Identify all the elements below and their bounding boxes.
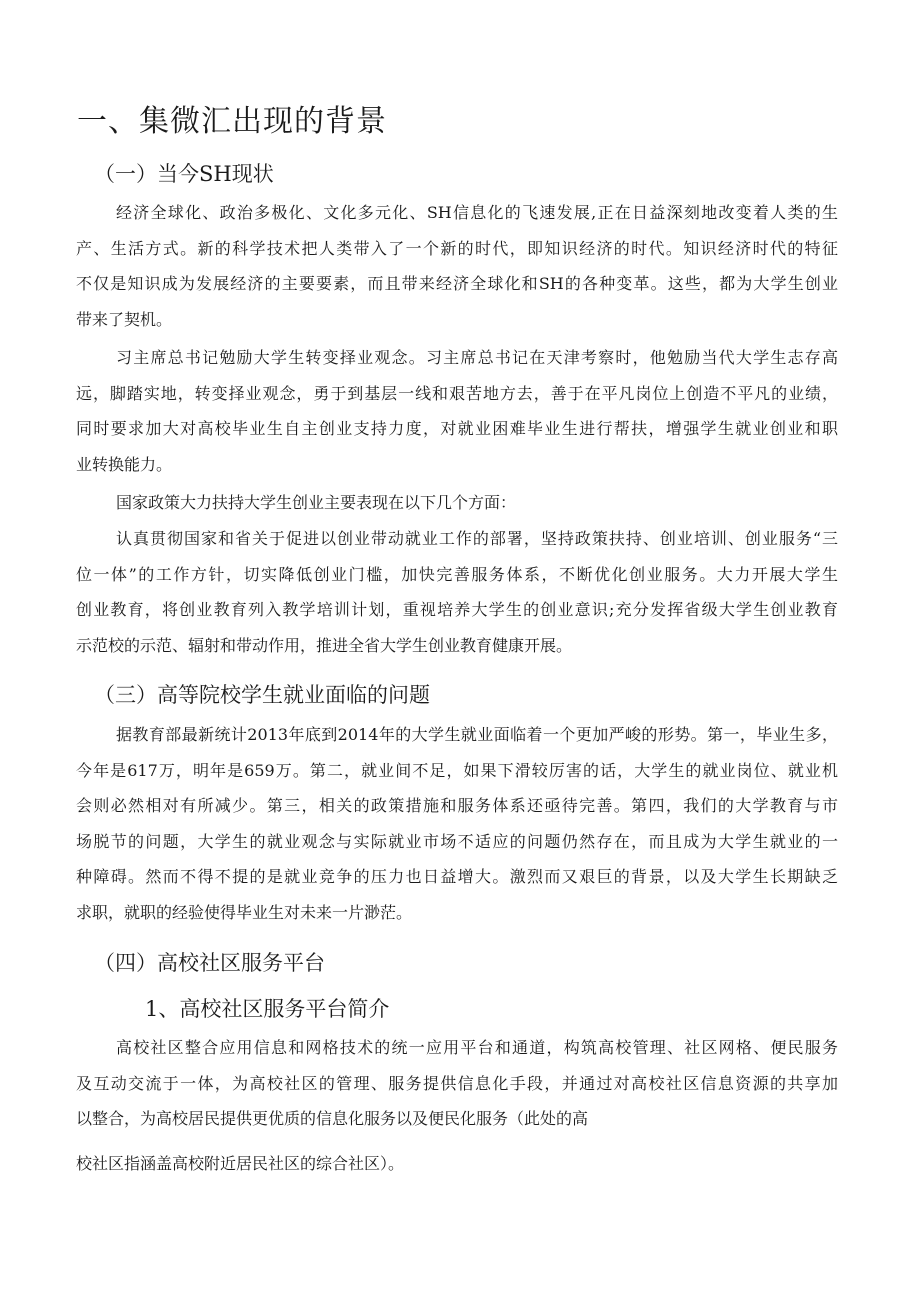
section3-paragraph-1 bbox=[76, 717, 838, 930]
text-line: 位一体”的工作方针，切实降低创业门槛，加快完善服务体系，不断优化创业服务。大力开展大学生 bbox=[76, 564, 838, 584]
section1-paragraph-1 bbox=[76, 195, 838, 337]
text-line: 创业教育，将创业教育列入教学培训计划，重视培养大学生的创业意识;充分发挥省级大学生创业教育 bbox=[76, 600, 838, 619]
section1-paragraph-4 bbox=[76, 521, 838, 663]
section1-paragraph-3: 国家政策大力扶持大学生创业主要表现在以下几个方面： bbox=[116, 493, 517, 512]
section4-sub1-heading: 1、高校社区服务平台简介 bbox=[145, 997, 390, 1021]
text-line: 不仅是知识成为发展经济的主要要素，而且带来经济全球化和SH的各种变革。这些，都为大学生创业 bbox=[76, 274, 838, 293]
page-title: 一、集微汇出现的背景 bbox=[77, 104, 387, 139]
text-line: 带来了契机。 bbox=[76, 309, 173, 329]
section4-sub1-paragraph-1 bbox=[76, 1030, 838, 1137]
section1-heading: （一）当今SH现状 bbox=[94, 162, 274, 186]
text-line: 同时要求加大对高校毕业生自主创业支持力度，对就业困难毕业生进行帮扶，增强学生就业创业和职 bbox=[76, 419, 838, 438]
section4-heading: （四）高校社区服务平台 bbox=[94, 951, 325, 975]
text-line: 业转换能力。 bbox=[76, 454, 173, 474]
text-line: 远，脚踏实地，转变择业观念，勇于到基层一线和艰苦地方去，善于在平凡岗位上创造不平凡的业绩， bbox=[76, 383, 838, 403]
text-line: 经济全球化、政治多极化、文化多元化、SH信息化的飞速发展,正在日益深刻地改变着人类的生 bbox=[116, 203, 838, 222]
text-line: 习主席总书记勉励大学生转变择业观念。习主席总书记在天津考察时，他勉励当代大学生志存高 bbox=[116, 348, 838, 367]
text-line: 种障碍。然而不得不提的是就业竞争的压力也日益增大。激烈而又艰巨的背景，以及大学生长期缺乏 bbox=[76, 867, 838, 886]
text-line: 据教育部最新统计2013年底到2014年的大学生就业面临着一个更加严峻的形势。第一，毕业生多， bbox=[116, 725, 838, 744]
text-line: 高校社区整合应用信息和网格技术的统一应用平台和通道，构筑高校管理、社区网格、便民服务 bbox=[116, 1038, 838, 1057]
text-line: 及互动交流于一体，为高校社区的管理、服务提供信息化手段，并通过对高校社区信息资源的共享加 bbox=[76, 1073, 838, 1093]
text-line: 示范校的示范、辐射和带动作用，推进全省大学生创业教育健康开展。 bbox=[76, 635, 573, 655]
text-line: 产、生活方式。新的科学技术把人类带入了一个新的时代，即知识经济的时代。知识经济时代的特征 bbox=[76, 238, 838, 258]
section4-sub1-paragraph-2: 校社区指涵盖高校附近居民社区的综合社区）。 bbox=[76, 1154, 405, 1173]
section3-heading: （三）高等院校学生就业面临的问题 bbox=[94, 683, 430, 707]
text-line: 求职，就职的经验使得毕业生对未来一片渺茫。 bbox=[76, 902, 413, 922]
section1-paragraph-2 bbox=[76, 340, 838, 482]
text-line: 会则必然相对有所减少。第三，相关的政策措施和服务体系还亟待完善。第四，我们的大学教育与市 bbox=[76, 796, 838, 815]
text-line: 场脱节的问题，大学生的就业观念与实际就业市场不适应的问题仍然存在，而且成为大学生就业的一 bbox=[76, 831, 838, 851]
text-line: 今年是617万，明年是659万。第二，就业间不足，如果下滑较厉害的话，大学生的就业岗位、就业机 bbox=[76, 760, 838, 780]
text-line: 认真贯彻国家和省关于促进以创业带动就业工作的部署，坚持政策扶持、创业培训、创业服务“三 bbox=[116, 529, 838, 548]
text-line: 以整合，为高校居民提供更优质的信息化服务以及便民化服务（此处的高 bbox=[76, 1109, 589, 1128]
